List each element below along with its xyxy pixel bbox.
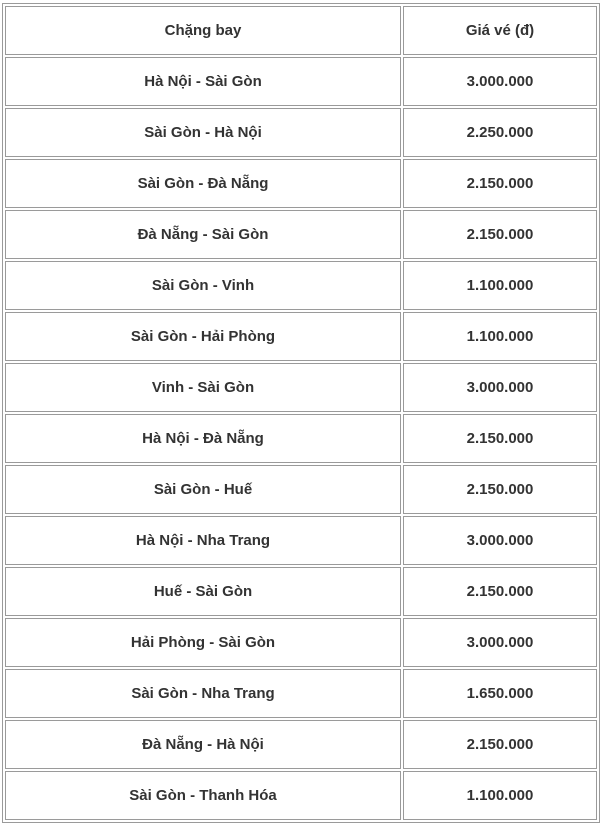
price-cell: 2.150.000 — [403, 720, 597, 769]
fare-table — [2, 3, 600, 823]
price-cell: 2.150.000 — [403, 465, 597, 514]
table-row — [5, 261, 597, 310]
route-cell: Sài Gòn - Huế — [5, 465, 401, 514]
route-cell: Đà Nẵng - Hà Nội — [5, 720, 401, 769]
table-header-row — [5, 6, 597, 55]
price-cell: 3.000.000 — [403, 363, 597, 412]
price-cell: 1.100.000 — [403, 771, 597, 820]
route-cell: Sài Gòn - Hà Nội — [5, 108, 401, 157]
price-cell: 3.000.000 — [403, 618, 597, 667]
table-row — [5, 312, 597, 361]
route-cell: Đà Nẵng - Sài Gòn — [5, 210, 401, 259]
route-cell: Hà Nội - Sài Gòn — [5, 57, 401, 106]
table-row — [5, 159, 597, 208]
route-cell: Sài Gòn - Hải Phòng — [5, 312, 401, 361]
price-cell: 3.000.000 — [403, 57, 597, 106]
table-row — [5, 363, 597, 412]
route-cell: Hà Nội - Đà Nẵng — [5, 414, 401, 463]
route-cell: Sài Gòn - Đà Nẵng — [5, 159, 401, 208]
route-cell: Hà Nội - Nha Trang — [5, 516, 401, 565]
price-cell: 2.150.000 — [403, 210, 597, 259]
route-cell: Hải Phòng - Sài Gòn — [5, 618, 401, 667]
route-cell: Sài Gòn - Thanh Hóa — [5, 771, 401, 820]
route-cell: Vinh - Sài Gòn — [5, 363, 401, 412]
table-row — [5, 516, 597, 565]
table-row — [5, 567, 597, 616]
price-cell: 1.100.000 — [403, 312, 597, 361]
table-row — [5, 108, 597, 157]
price-cell: 1.100.000 — [403, 261, 597, 310]
table-row — [5, 618, 597, 667]
price-column-header: Giá vé (đ) — [403, 6, 597, 55]
table-row — [5, 720, 597, 769]
price-cell: 2.150.000 — [403, 414, 597, 463]
table-row — [5, 465, 597, 514]
table-row — [5, 210, 597, 259]
price-cell: 2.150.000 — [403, 159, 597, 208]
price-cell: 2.250.000 — [403, 108, 597, 157]
route-cell: Sài Gòn - Vinh — [5, 261, 401, 310]
route-cell: Huế - Sài Gòn — [5, 567, 401, 616]
table-row — [5, 669, 597, 718]
route-column-header: Chặng bay — [5, 6, 401, 55]
route-cell: Sài Gòn - Nha Trang — [5, 669, 401, 718]
table-row — [5, 771, 597, 820]
price-cell: 1.650.000 — [403, 669, 597, 718]
table-row — [5, 57, 597, 106]
table-row — [5, 414, 597, 463]
price-cell: 3.000.000 — [403, 516, 597, 565]
price-cell: 2.150.000 — [403, 567, 597, 616]
